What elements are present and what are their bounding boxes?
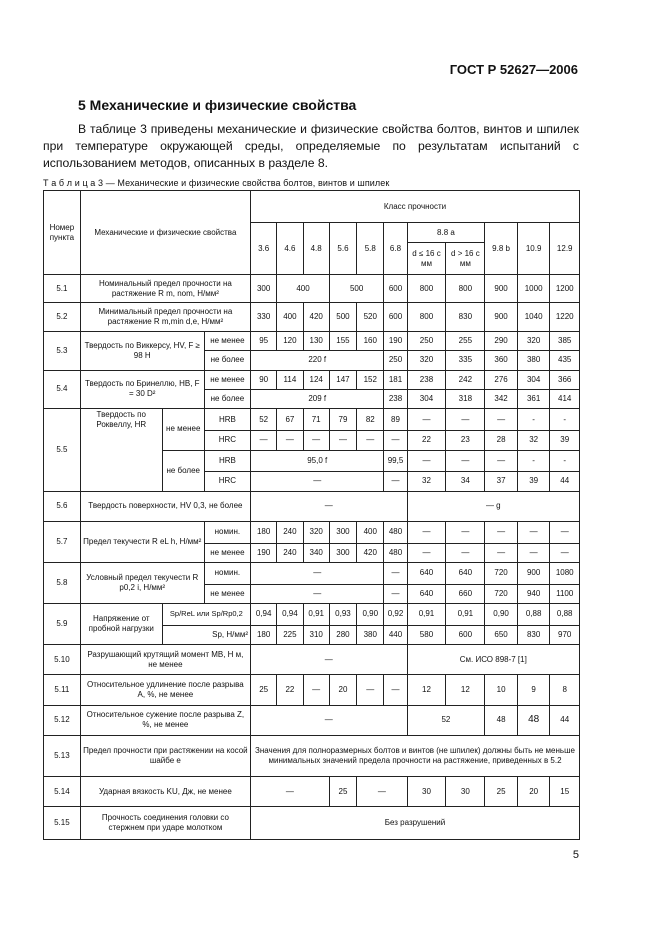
cell: — — [517, 543, 550, 562]
row-label: Разрушающий крутящий момент MB, Н м, не менее — [80, 645, 250, 675]
cell: 480 — [384, 543, 407, 562]
cell: 52 — [407, 705, 485, 735]
table-caption: Т а б л и ц а 3 — Механические и физические свойства болтов, винтов и шпилек — [43, 178, 390, 188]
cell: — — [550, 521, 580, 543]
cell: 300 — [251, 275, 277, 303]
scale-label: HRB — [204, 409, 250, 431]
cell: — — [485, 409, 518, 431]
cell: 720 — [485, 563, 518, 585]
row-sublabel: не более — [204, 351, 250, 370]
row-label: Напряжение от пробной нагрузки — [80, 604, 162, 645]
row-sublabel: не менее — [204, 543, 250, 562]
cell: — — [251, 472, 384, 491]
cell: 800 — [407, 275, 446, 303]
cell: 500 — [329, 303, 356, 331]
col-header-class: Класс прочности — [251, 191, 580, 223]
cell: 900 — [485, 303, 518, 331]
row-number: 5.9 — [44, 604, 81, 645]
cell: 900 — [485, 275, 518, 303]
row-number: 5.4 — [44, 370, 81, 409]
cell: 15 — [550, 777, 580, 807]
cell: 130 — [303, 331, 329, 350]
cell: 152 — [357, 370, 384, 389]
cell: 12 — [407, 675, 446, 705]
row-label: Условный предел текучести R p0,2 i, Н/мм² — [80, 563, 204, 604]
cell: 30 — [446, 777, 485, 807]
cell: 67 — [277, 409, 303, 431]
class-header-98: 9.8 b — [485, 223, 518, 275]
row-sublabel: не менее — [204, 370, 250, 389]
cell: 22 — [277, 675, 303, 705]
cell: 9 — [517, 675, 550, 705]
cell: 900 — [517, 563, 550, 585]
cell: 300 — [329, 521, 356, 543]
cell: 1200 — [550, 275, 580, 303]
cell: 0,88 — [517, 604, 550, 626]
cell: 39 — [517, 472, 550, 491]
cell: — g — [407, 491, 579, 521]
cell: — — [251, 431, 277, 450]
cell: 114 — [277, 370, 303, 389]
cell: 180 — [251, 625, 277, 644]
row-number: 5.5 — [44, 409, 81, 491]
cell: 25 — [329, 777, 356, 807]
cell: — — [446, 409, 485, 431]
row-sublabel: не менее — [204, 584, 250, 603]
cell: 335 — [446, 351, 485, 370]
row-number: 5.7 — [44, 521, 81, 562]
cell: 20 — [329, 675, 356, 705]
table-row — [44, 777, 580, 807]
cell: 380 — [357, 625, 384, 644]
cell: 366 — [550, 370, 580, 389]
cell: — — [446, 543, 485, 562]
cell: 240 — [277, 521, 303, 543]
cell: 0,92 — [384, 604, 407, 626]
cell: 25 — [485, 777, 518, 807]
cell: 660 — [446, 584, 485, 603]
cell: 95,0 f — [251, 450, 384, 472]
cell: — — [384, 675, 407, 705]
cell: — — [384, 584, 407, 603]
cell: 420 — [357, 543, 384, 562]
cell: 181 — [384, 370, 407, 389]
cell: — — [407, 450, 446, 472]
cell: 48 — [517, 705, 550, 735]
cell: 720 — [485, 584, 518, 603]
cell: 242 — [446, 370, 485, 389]
cell: 250 — [407, 331, 446, 350]
cell: 320 — [407, 351, 446, 370]
cell: 276 — [485, 370, 518, 389]
row-label: Относительное сужение после разрыва Z, %, не менее — [80, 705, 250, 735]
row-label: Предел прочности при растяжении на косой шайбе e — [80, 736, 250, 777]
class-header: 4.6 — [277, 223, 303, 275]
row-sublabel: не менее — [162, 409, 204, 450]
cell: 580 — [407, 625, 446, 644]
row-sublabel: Sp, Н/мм² — [162, 625, 250, 644]
cell: 304 — [407, 389, 446, 408]
row-number: 5.6 — [44, 491, 81, 521]
row-number: 5.11 — [44, 675, 81, 705]
row-number: 5.14 — [44, 777, 81, 807]
cell: 650 — [485, 625, 518, 644]
table-row — [44, 275, 580, 303]
cell: 0,91 — [446, 604, 485, 626]
cell: — — [251, 491, 408, 521]
cell: 190 — [384, 331, 407, 350]
cell: 0,94 — [277, 604, 303, 626]
cell: 82 — [357, 409, 384, 431]
cell: 160 — [357, 331, 384, 350]
cell: 330 — [251, 303, 277, 331]
cell: — — [485, 543, 518, 562]
cell: 830 — [517, 625, 550, 644]
cell: 10 — [485, 675, 518, 705]
cell: 290 — [485, 331, 518, 350]
row-sublabel: Sp/ReL или Sp/Rp0,2 — [162, 604, 250, 626]
cell: Без разрушений — [251, 807, 580, 840]
intro-paragraph: В таблице 3 приведены механические и физические свойства болтов, винтов и шпилек при температуре окружающей среды, определяемые по результатам испытаний с использованием методов, описанных в разделе 8. — [43, 122, 579, 170]
cell: - — [550, 409, 580, 431]
cell: 32 — [517, 431, 550, 450]
table-row — [44, 303, 580, 331]
cell: — — [446, 521, 485, 543]
cell: 342 — [485, 389, 518, 408]
cell: 120 — [277, 331, 303, 350]
cell: 32 — [407, 472, 446, 491]
cell: 1100 — [550, 584, 580, 603]
cell: — — [384, 563, 407, 585]
row-number: 5.1 — [44, 275, 81, 303]
properties-table — [43, 190, 580, 840]
row-sublabel: не более — [162, 450, 204, 491]
table-row — [44, 191, 580, 223]
row-label: Относительное удлинение после разрыва A, %, не менее — [80, 675, 250, 705]
cell: 52 — [251, 409, 277, 431]
cell: — — [277, 431, 303, 450]
table-row — [44, 675, 580, 705]
cell: 238 — [407, 370, 446, 389]
cell: — — [485, 521, 518, 543]
row-number: 5.12 — [44, 705, 81, 735]
cell: 480 — [384, 521, 407, 543]
class-header: 12.9 — [550, 223, 580, 275]
cell: 600 — [446, 625, 485, 644]
cell: — — [357, 431, 384, 450]
cell: 1000 — [517, 275, 550, 303]
cell: — — [357, 675, 384, 705]
cell: 420 — [303, 303, 329, 331]
cell: 71 — [303, 409, 329, 431]
cell: 360 — [485, 351, 518, 370]
cell: 209 f — [251, 389, 384, 408]
cell: — — [485, 450, 518, 472]
cell: — — [251, 777, 330, 807]
cell: 940 — [517, 584, 550, 603]
cell: 800 — [407, 303, 446, 331]
table-row — [44, 521, 580, 543]
row-label: Твердость по Роквеллу, HR — [80, 409, 162, 491]
row-sublabel: не более — [204, 389, 250, 408]
table-row — [44, 331, 580, 350]
table-row — [44, 705, 580, 735]
cell: 0,91 — [303, 604, 329, 626]
row-sublabel: номин. — [204, 563, 250, 585]
cell: 48 — [485, 705, 518, 735]
row-number: 5.2 — [44, 303, 81, 331]
cell: — — [251, 645, 408, 675]
class-header: 4.8 — [303, 223, 329, 275]
cell: 435 — [550, 351, 580, 370]
table-row — [44, 807, 580, 840]
class-header: 5.6 — [329, 223, 356, 275]
cell: 300 — [329, 543, 356, 562]
row-number: 5.15 — [44, 807, 81, 840]
cell: — — [357, 777, 407, 807]
scale-label: HRC — [204, 431, 250, 450]
cell: - — [517, 450, 550, 472]
cell: 180 — [251, 521, 277, 543]
cell: - — [517, 409, 550, 431]
cell: Значения для полноразмерных болтов и винтов (не шпилек) должны быть не меньше минимальных значений предела прочности на растяжение, приведенных в 5.2 — [251, 736, 580, 777]
standard-header: ГОСТ Р 52627—2006 — [449, 62, 578, 77]
cell: 0,90 — [485, 604, 518, 626]
class-header: 6.8 — [384, 223, 407, 275]
cell: 255 — [446, 331, 485, 350]
cell: 340 — [303, 543, 329, 562]
cell: 8 — [550, 675, 580, 705]
cell: 240 — [277, 543, 303, 562]
cell: 23 — [446, 431, 485, 450]
cell: 320 — [517, 331, 550, 350]
cell: 0,88 — [550, 604, 580, 626]
cell: — — [407, 543, 446, 562]
cell: 250 — [384, 351, 407, 370]
scale-label: HRC — [204, 472, 250, 491]
cell: 520 — [357, 303, 384, 331]
cell: 238 — [384, 389, 407, 408]
table-row — [44, 736, 580, 777]
class-header-88-large: d > 16 c мм — [446, 242, 485, 274]
class-header: 5.8 — [357, 223, 384, 275]
cell: — — [303, 675, 329, 705]
cell: 44 — [550, 472, 580, 491]
row-label: Твердость поверхности, HV 0,3, не более — [80, 491, 250, 521]
cell: 12 — [446, 675, 485, 705]
cell: 44 — [550, 705, 580, 735]
row-label: Ударная вязкость KU, Дж, не менее — [80, 777, 250, 807]
cell: 380 — [517, 351, 550, 370]
row-number: 5.8 — [44, 563, 81, 604]
col-header-num: Номер пункта — [44, 191, 81, 275]
cell: 34 — [446, 472, 485, 491]
cell: 22 — [407, 431, 446, 450]
section-title: 5 Механические и физические свойства — [78, 97, 357, 113]
cell: 37 — [485, 472, 518, 491]
cell: 220 f — [251, 351, 384, 370]
cell: 147 — [329, 370, 356, 389]
cell: — — [251, 563, 384, 585]
row-number: 5.3 — [44, 331, 81, 370]
row-number: 5.13 — [44, 736, 81, 777]
row-label: Твердость по Виккерсу, HV, F ≥ 98 Н — [80, 331, 204, 370]
table-row — [44, 563, 580, 585]
cell: 400 — [357, 521, 384, 543]
cell: 414 — [550, 389, 580, 408]
cell: 0,94 — [251, 604, 277, 626]
table-row — [44, 491, 580, 521]
cell: 225 — [277, 625, 303, 644]
row-label: Предел текучести R eL h, Н/мм² — [80, 521, 204, 562]
cell: 400 — [277, 275, 330, 303]
cell: 640 — [446, 563, 485, 585]
cell: 500 — [329, 275, 384, 303]
class-header-88: 8.8 a — [407, 223, 485, 242]
page-number: 5 — [572, 849, 579, 861]
cell: 1040 — [517, 303, 550, 331]
cell: 800 — [446, 275, 485, 303]
cell: 361 — [517, 389, 550, 408]
table-row — [44, 409, 580, 431]
cell: 600 — [384, 275, 407, 303]
cell: 28 — [485, 431, 518, 450]
cell: 0,91 — [407, 604, 446, 626]
cell: 400 — [277, 303, 303, 331]
row-sublabel: не менее — [204, 331, 250, 350]
cell: 440 — [384, 625, 407, 644]
cell: 20 — [517, 777, 550, 807]
cell: 95 — [251, 331, 277, 350]
cell: — — [329, 431, 356, 450]
cell: 310 — [303, 625, 329, 644]
class-header-88-small: d ≤ 16 c мм — [407, 242, 446, 274]
cell: 640 — [407, 563, 446, 585]
cell: 190 — [251, 543, 277, 562]
cell: — — [407, 409, 446, 431]
cell: 1080 — [550, 563, 580, 585]
cell: 640 — [407, 584, 446, 603]
cell: 970 — [550, 625, 580, 644]
cell: — — [251, 584, 384, 603]
cell: 0,93 — [329, 604, 356, 626]
cell: 39 — [550, 431, 580, 450]
table-row — [44, 604, 580, 626]
table-row — [44, 370, 580, 389]
cell: — — [384, 431, 407, 450]
cell: 30 — [407, 777, 446, 807]
cell: — — [550, 543, 580, 562]
row-label: Прочность соединения головки со стержнем при ударе молотком — [80, 807, 250, 840]
cell: 0,90 — [357, 604, 384, 626]
cell: См. ИСО 898-7 [1] — [407, 645, 579, 675]
row-label: Минимальный предел прочности на растяжение R m,min d,e, Н/мм² — [80, 303, 250, 331]
class-header: 10.9 — [517, 223, 550, 275]
cell: 90 — [251, 370, 277, 389]
cell: 155 — [329, 331, 356, 350]
cell: 25 — [251, 675, 277, 705]
scale-label: HRB — [204, 450, 250, 472]
cell: 79 — [329, 409, 356, 431]
cell: - — [550, 450, 580, 472]
cell: — — [384, 472, 407, 491]
class-header: 3.6 — [251, 223, 277, 275]
cell: 89 — [384, 409, 407, 431]
cell: 320 — [303, 521, 329, 543]
cell: — — [303, 431, 329, 450]
cell: 124 — [303, 370, 329, 389]
col-header-property: Механические и физические свойства — [80, 191, 250, 275]
cell: — — [446, 450, 485, 472]
table-row — [44, 645, 580, 675]
cell: — — [251, 705, 408, 735]
cell: — — [517, 521, 550, 543]
cell: 280 — [329, 625, 356, 644]
cell: 304 — [517, 370, 550, 389]
cell: 830 — [446, 303, 485, 331]
cell: 385 — [550, 331, 580, 350]
cell: 318 — [446, 389, 485, 408]
row-number: 5.10 — [44, 645, 81, 675]
cell: 99,5 — [384, 450, 407, 472]
cell: 600 — [384, 303, 407, 331]
row-label: Номинальный предел прочности на растяжение R m, nom, Н/мм² — [80, 275, 250, 303]
cell: — — [407, 521, 446, 543]
row-sublabel: номин. — [204, 521, 250, 543]
cell: 1220 — [550, 303, 580, 331]
row-label: Твердость по Бринеллю, НВ, F = 30 D² — [80, 370, 204, 409]
